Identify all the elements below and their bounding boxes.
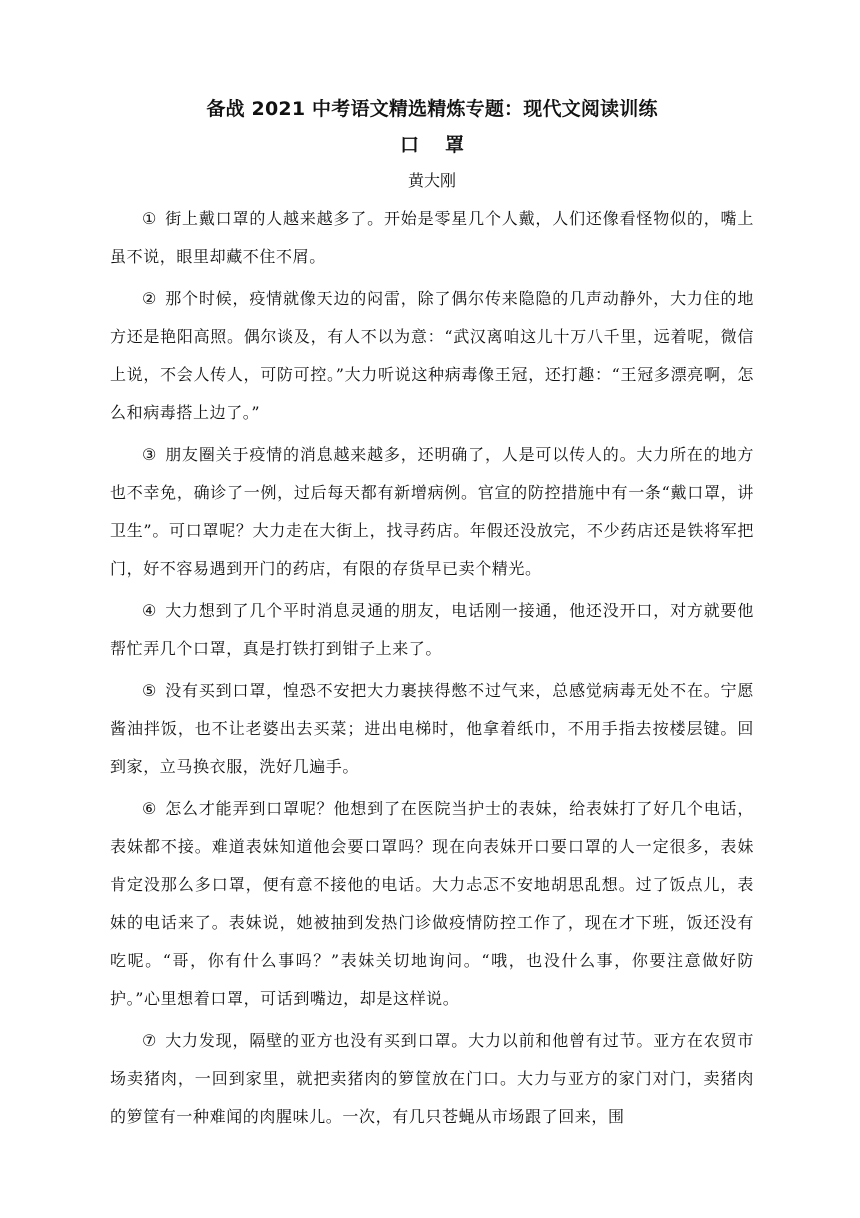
- paragraph-1: [110, 200, 754, 276]
- paragraph-7: [110, 1022, 754, 1136]
- article-title: 口罩: [399, 134, 490, 156]
- paragraph-4: [110, 592, 754, 668]
- paragraph-number: ⑦: [142, 1031, 158, 1050]
- paragraph-number: ①: [142, 209, 158, 228]
- paragraph-5: [110, 672, 754, 786]
- document-title: 备战 2021 中考语文精选精炼专题：现代文阅读训练: [206, 98, 658, 120]
- paragraph-number: ⑥: [142, 799, 158, 818]
- paragraph-6: [110, 790, 754, 1018]
- paragraph-text: 那个时候，疫情就像天边的闷雷，除了偶尔传来隐隐的几声动静外，大力住的地方还是艳阳高照。偶尔谈及，有人不以为意：“武汉离咱这儿十万八千里，远着呢，微信上说，不会人传人，可防可控。”大力听说这种病毒像王冠，还打趣：“王冠多漂亮啊，怎么和病毒搭上边了。”: [110, 289, 754, 422]
- document-body: [110, 92, 754, 1136]
- paragraph-2: [110, 280, 754, 432]
- paragraph-text: 大力发现，隔壁的亚方也没有买到口罩。大力以前和他曾有过节。亚方在农贸市场卖猪肉，一回到家里，就把卖猪肉的箩筐放在门口。大力与亚方的家门对门，卖猪肉的箩筐有一种难闻的肉腥味儿。一次，有几只苍蝇从市场跟了回来，围: [110, 1031, 754, 1126]
- paragraph-3: [110, 436, 754, 588]
- paragraph-text: 大力想到了几个平时消息灵通的朋友，电话刚一接通，他还没开口，对方就要他帮忙弄几个口罩，真是打铁打到钳子上来了。: [110, 601, 754, 658]
- paragraph-text: 街上戴口罩的人越来越多了。开始是零星几个人戴，人们还像看怪物似的，嘴上虽不说，眼里却藏不住不屑。: [110, 209, 754, 266]
- paragraph-number: ④: [142, 601, 158, 620]
- paragraph-number: ⑤: [142, 681, 158, 700]
- article-author: 黄大刚: [407, 171, 456, 190]
- paragraph-text: 朋友圈关于疫情的消息越来越多，还明确了，人是可以传人的。大力所在的地方也不幸免，确诊了一例，过后每天都有新增病例。官宣的防控措施中有一条“戴口罩，讲卫生”。可口罩呢？大力走在大街上，找寻药店。年假还没放完，不少药店还是铁将军把门，好不容易遇到开门的药店，有限的存货早已卖个精光。: [110, 445, 754, 578]
- paragraph-text: 怎么才能弄到口罩呢？他想到了在医院当护士的表妹，给表妹打了好几个电话，表妹都不接。难道表妹知道他会要口罩吗？现在向表妹开口要口罩的人一定很多，表妹肯定没那么多口罩，便有意不接他的电话。大力忐忑不安地胡思乱想。过了饭点儿，表妹的电话来了。表妹说，她被抽到发热门诊做疫情防控工作了，现在才下班，饭还没有吃呢。“哥，你有什么事吗？”表妹关切地询问。“哦，也没什么事，你要注意做好防护。”心里想着口罩，可话到嘴边，却是这样说。: [110, 799, 754, 1008]
- paragraph-text: 没有买到口罩，惶恐不安把大力裹挟得憋不过气来，总感觉病毒无处不在。宁愿酱油拌饭，也不让老婆出去买菜；进出电梯时，他拿着纸巾，不用手指去按楼层键。回到家，立马换衣服，洗好几遍手。: [110, 681, 754, 776]
- paragraph-number: ③: [142, 445, 158, 464]
- paragraph-number: ②: [142, 289, 158, 308]
